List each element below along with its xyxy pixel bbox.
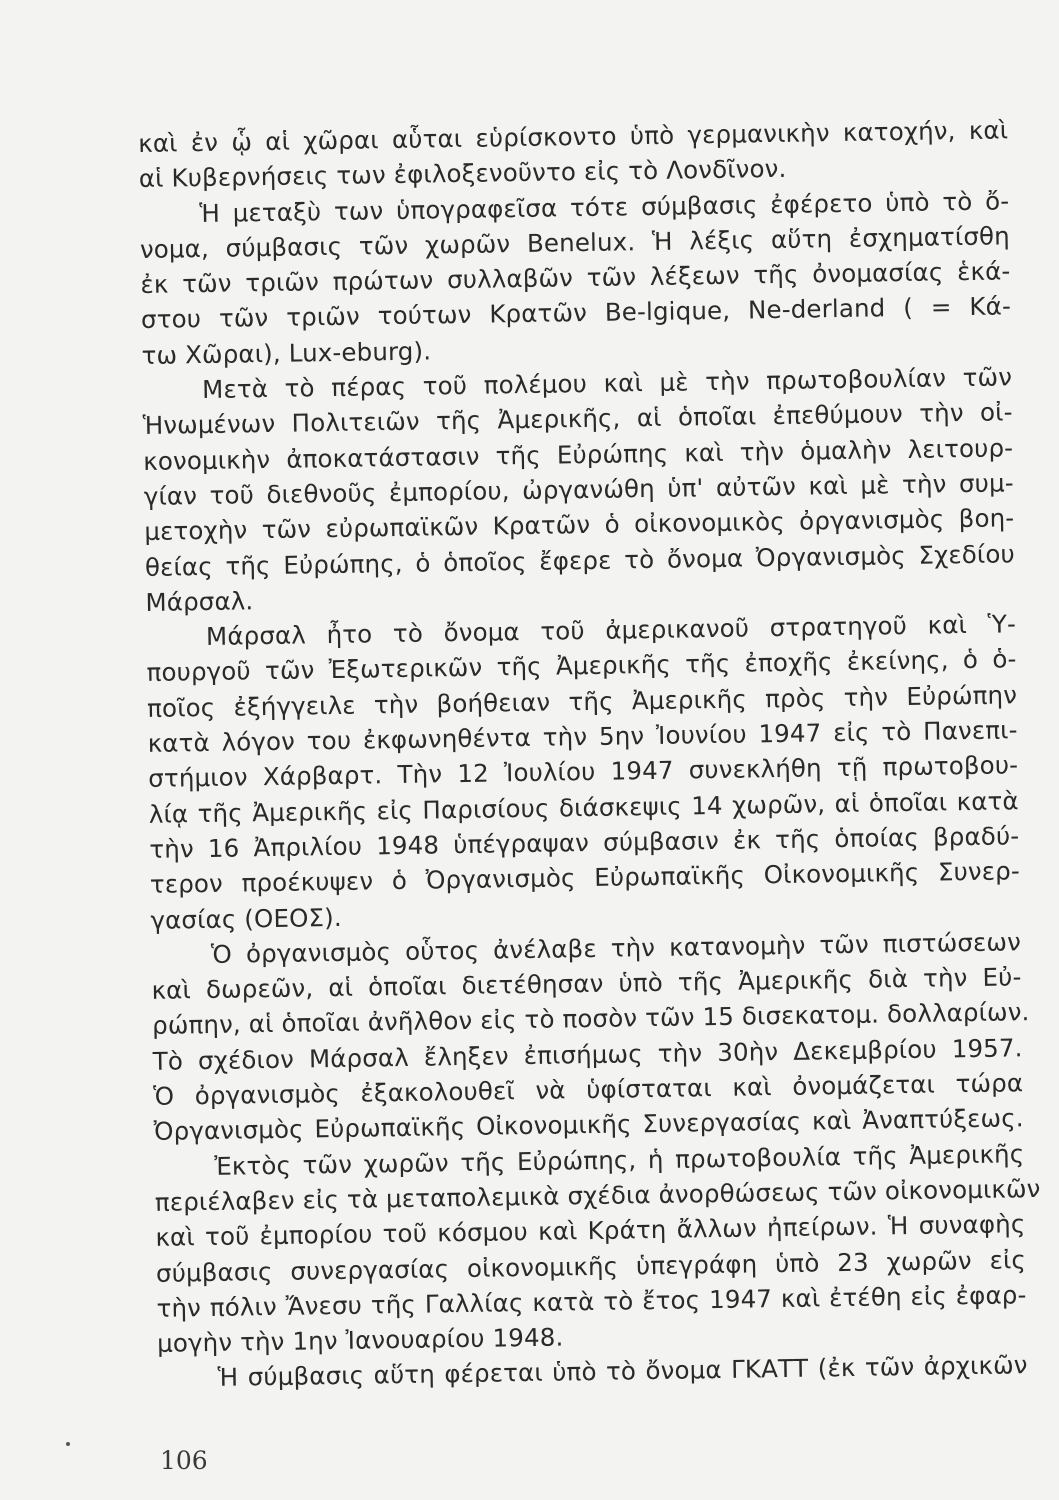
text-line: πουργοῦ τῶν Ἐξωτερικῶν τῆς Ἀμερικῆς τῆς ἐποχῆς ἐκείνης, ὁ ὁ-: [146, 644, 1017, 688]
text-line: Ἡ σύμβασις αὕτη φέρεται ὑπὸ τὸ ὄνομα ΓΚΑΤΤ (ἐκ τῶν ἀρχικῶν: [217, 1350, 1028, 1393]
text-line: περιέλαβεν εἰς τὰ μεταπολεμικὰ σχέδια ἀνορθώσεως τῶν οἰκονομικῶν: [154, 1173, 1041, 1217]
text-line: αἱ Κυβερνήσεις των ἐφιλοξενοῦντο εἰς τὸ Λονδῖνον.: [138, 154, 787, 194]
page-number: 106: [160, 1446, 208, 1475]
text-line: γίαν τοῦ διεθνοῦς ἐμπορίου, ὠργανώθη ὑπ' αὐτῶν καὶ μὲ τὴν συμ-: [143, 468, 1014, 511]
text-line: Μάρσαλ.: [145, 586, 254, 617]
text-line: ποῖος ἐξήγγειλε τὴν βοήθειαν τῆς Ἀμερικῆς πρὸς τὴν Εὐρώπην: [146, 680, 1018, 723]
text-line: καὶ ἐν ᾧ αἱ χῶραι αὗται εὑρίσκοντο ὑπὸ γερμανικὴν κατοχήν, καὶ: [138, 115, 1009, 158]
text-line: τὴν πόλιν Ἄνεσυ τῆς Γαλλίας κατὰ τὸ ἔτος 1947 καὶ ἐτέθη εἰς ἐφαρ-: [156, 1279, 1027, 1323]
text-line: θείας τῆς Εὐρώπης, ὁ ὁποῖος ἔφερε τὸ ὄνομα Ὀργανισμὸς Σχεδίου: [144, 538, 1016, 582]
text-line: στου τῶν τριῶν τούτων Κρατῶν Be-lgique, Ne-derland ( = Κά-: [140, 291, 1012, 335]
text-line: ἐκ τῶν τριῶν πρώτων συλλαβῶν τῶν λέξεων τῆς ὀνομασίας ἑκά-: [140, 256, 1011, 300]
body-text: [138, 112, 1041, 1396]
text-line: μετοχὴν τῶν εὐρωπαϊκῶν Κρατῶν ὁ οἰκονομικὸς ὀργανισμὸς βοη-: [144, 503, 1015, 547]
text-line: τω Χῶραι), Lux-eburg).: [141, 336, 432, 370]
text-line: Ὁ ὀργανισμὸς οὗτος ἀνέλαβε τὴν κατανομὴν τῶν πιστώσεων: [210, 927, 1022, 969]
text-line: Τὸ σχέδιον Μάρσαλ ἔληξεν ἐπισήμως τὴν 30ὴν Δεκεμβρίου 1957.: [152, 1032, 1023, 1076]
text-line: λίᾳ τῆς Ἀμερικῆς εἰς Παρισίους διάσκεψις 14 χωρῶν, αἱ ὁποῖαι κατὰ: [148, 785, 1019, 829]
text-line: κονομικὴν ἀποκατάστασιν τῆς Εὐρώπης καὶ τὴν ὁμαλὴν λειτουρ-: [143, 432, 1014, 476]
text-line: κατὰ λόγον του ἐκφωνηθέντα τὴν 5ην Ἰουνίου 1947 εἰς τὸ Πανεπι-: [147, 715, 1018, 758]
text-line: καὶ δωρεῶν, αἱ ὁποῖαι διετέθησαν ὑπὸ τῆς Ἀμερικῆς διὰ τὴν Εὐ-: [151, 962, 1022, 1006]
text-line: ρώπην, αἱ ὁποῖαι ἀνῆλθον εἰς τὸ ποσὸν τῶν 15 δισεκατομ. δολλαρίων.: [151, 997, 1030, 1041]
ink-speck: [66, 1442, 70, 1446]
text-line: Ἐκτὸς τῶν χωρῶν τῆς Εὐρώπης, ἡ πρωτοβουλία τῆς Ἀμερικῆς: [214, 1138, 1025, 1181]
text-line: νομα, σύμβασις τῶν χωρῶν Benelux. Ἡ λέξις αὕτη ἐσχηματίσθη: [139, 221, 1011, 264]
text-line: Ἡνωμένων Πολιτειῶν τῆς Ἀμερικῆς, αἱ ὁποῖαι ἐπεθύμουν τὴν οἰ-: [142, 397, 1013, 441]
text-line: Μετὰ τὸ πέρας τοῦ πολέμου καὶ μὲ τὴν πρωτοβουλίαν τῶν: [201, 362, 1013, 405]
text-line: στήμιον Χάρβαρτ. Τὴν 12 Ἰουλίου 1947 συνεκλήθη τῇ πρωτοβου-: [148, 750, 1019, 794]
text-line: γασίας (ΟΕΟΣ).: [150, 902, 343, 935]
text-line: τερον προέκυψεν ὁ Ὀργανισμὸς Εὐρωπαϊκῆς Οἰκονομικῆς Συνερ-: [149, 856, 1021, 900]
text-line: μογὴν τὴν 1ην Ἰανουαρίου 1948.: [156, 1322, 564, 1358]
text-line: σύμβασις συνεργασίας οἰκονομικῆς ὑπεγράφη ὑπὸ 23 χωρῶν εἰς: [155, 1244, 1027, 1288]
text-line: Ὁ ὀργανισμὸς ἐξακολουθεῖ νὰ ὑφίσταται καὶ ὀνομάζεται τώρα: [153, 1068, 1024, 1111]
text-line: Ὀργανισμὸς Εὐρωπαϊκῆς Οἰκονομικῆς Συνεργασίας καὶ Ἀναπτύξεως.: [153, 1103, 1024, 1147]
text-line: καὶ τοῦ ἐμπορίου τοῦ κόσμου καὶ Κράτη ἄλλων ἠπείρων. Ἡ συναφὴς: [155, 1209, 1026, 1253]
text-line: τὴν 16 Ἀπριλίου 1948 ὑπέγραψαν σύμβασιν ἐκ τῆς ὁποίας βραδύ-: [149, 821, 1020, 864]
text-line: Μάρσαλ ἦτο τὸ ὄνομα τοῦ ἀμερικανοῦ στρατηγοῦ καὶ Ὑ-: [205, 609, 1017, 652]
text-line: Ἡ μεταξὺ των ὑπογραφεῖσα τότε σύμβασις ἐφέρετο ὑπὸ τὸ ὄ-: [199, 185, 1010, 228]
